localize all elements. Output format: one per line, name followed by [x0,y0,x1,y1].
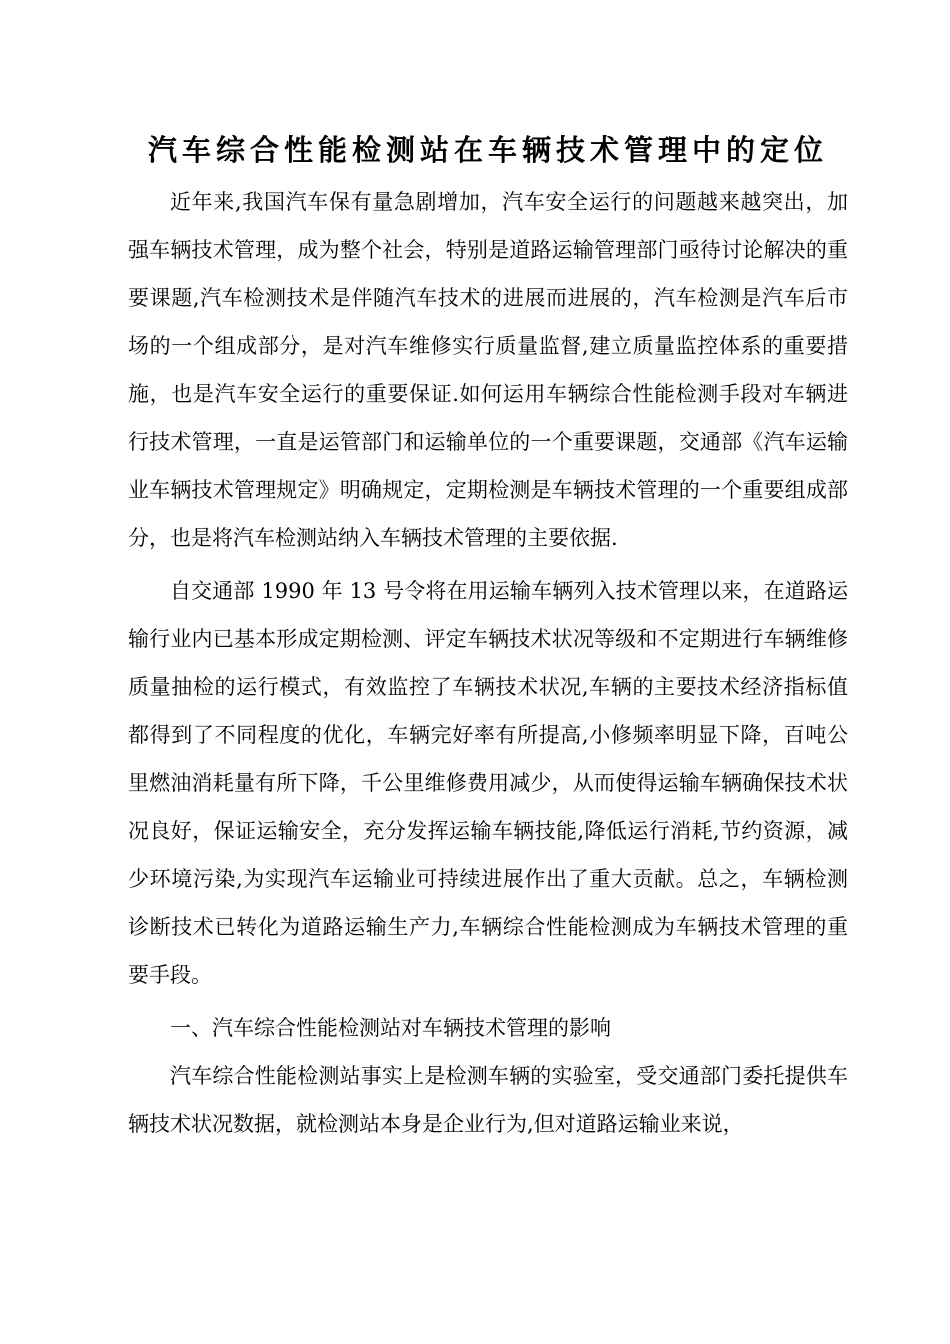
paragraph-intro: 近年来,我国汽车保有量急剧增加，汽车安全运行的问题越来越突出，加强车辆技术管理，成为整个社会，特别是道路运输管理部门亟待讨论解决的重要课题,汽车检测技术是伴随汽车技术的进展而进展的，汽车检测是汽车后市场的一个组成部分，是对汽车维修实行质量监督,建立质量监控体系的重要措施，也是汽车安全运行的重要保证.如何运用车辆综合性能检测手段对车辆进行技术管理，一直是运管部门和运输单位的一个重要课题，交通部《汽车运输业车辆技术管理规定》明确规定，定期检测是车辆技术管理的一个重要组成部分，也是将汽车检测站纳入车辆技术管理的主要依据. [128,190,848,550]
section-heading: 一、汽车综合性能检测站对车辆技术管理的影响 [170,1016,611,1040]
paragraph-history: 自交通部 1990 年 13 号令将在用运输车辆列入技术管理以来，在道路运输行业内已基本形成定期检测、评定车辆技术状况等级和不定期进行车辆维修质量抽检的运行模式，有效监控了车辆技术状况,车辆的主要技术经济指标值都得到了不同程度的优化，车辆完好率有所提高,小修频率明显下降，百吨公里燃油消耗量有所下降，千公里维修费用减少，从而使得运输车辆确保技术状况良好，保证运输安全，充分发挥运输车辆技能,降低运行消耗,节约资源，减少环境污染,为实现汽车运输业可持续进展作出了重大贡献。总之，车辆检测诊断技术已转化为道路运输生产力,车辆综合性能检测成为车辆技术管理的重要手段。 [128,579,848,987]
paragraph-section-body: 汽车综合性能检测站事实上是检测车辆的实验室，受交通部门委托提供车辆技术状况数据，就检测站本身是企业行为,但对道路运输业来说， [128,1064,848,1136]
document-page [128,128,848,1148]
document-title: 汽车综合性能检测站在车辆技术管理中的定位 [147,133,828,167]
